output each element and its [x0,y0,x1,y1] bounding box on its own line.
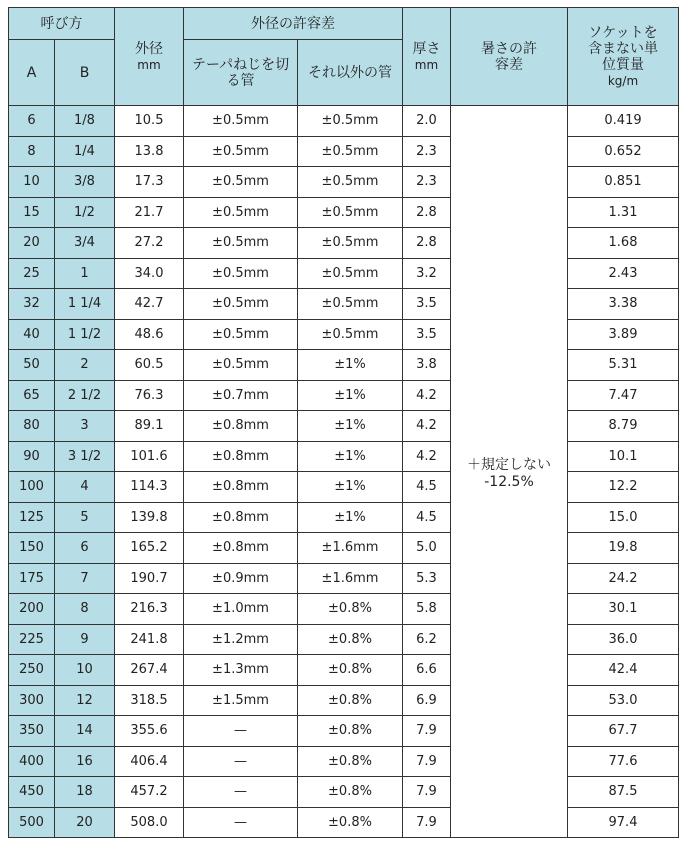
cell-other-tolerance: ±1.6mm [298,563,403,594]
cell-taper-tolerance: ±0.5mm [184,197,298,228]
cell-mass: 7.47 [568,380,679,411]
cell-outer-diameter: 355.6 [115,716,184,747]
cell-thickness: 2.3 [403,167,451,198]
header-thickness-tolerance [451,8,568,106]
table-row [9,289,679,320]
cell-thickness: 4.2 [403,411,451,442]
cell-outer-diameter: 267.4 [115,655,184,686]
header-thickness-tolerance-label: 暑さの許容差 [481,40,537,73]
table-row [9,472,679,503]
cell-b: 1/4 [55,136,115,167]
cell-taper-tolerance: ±0.8mm [184,441,298,472]
cell-taper-tolerance: ±0.5mm [184,228,298,259]
cell-outer-diameter: 318.5 [115,685,184,716]
cell-mass: 30.1 [568,594,679,625]
cell-b: 3 [55,411,115,442]
table-row [9,380,679,411]
cell-other-tolerance: ±0.8% [298,746,403,777]
table-row [9,319,679,350]
cell-b: 4 [55,472,115,503]
cell-mass: 42.4 [568,655,679,686]
table-row [9,533,679,564]
table-row [9,411,679,442]
cell-a: 250 [9,655,55,686]
cell-thickness: 2.3 [403,136,451,167]
cell-a: 400 [9,746,55,777]
cell-other-tolerance: ±0.8% [298,807,403,838]
cell-a: 40 [9,319,55,350]
cell-b: 6 [55,533,115,564]
cell-b: 1 1/4 [55,289,115,320]
cell-b: 20 [55,807,115,838]
cell-taper-tolerance: ±0.5mm [184,350,298,381]
cell-outer-diameter: 34.0 [115,258,184,289]
cell-outer-diameter: 10.5 [115,106,184,137]
header-mass-unit: kg/m [607,73,639,88]
cell-other-tolerance: ±0.5mm [298,167,403,198]
header-mass-label: ソケットを含まない単位質量 [588,24,658,73]
cell-thickness: 6.2 [403,624,451,655]
cell-a: 100 [9,472,55,503]
cell-other-tolerance: ±0.5mm [298,197,403,228]
cell-other-tolerance: ±1% [298,502,403,533]
cell-outer-diameter: 89.1 [115,411,184,442]
cell-mass: 3.89 [568,319,679,350]
cell-outer-diameter: 241.8 [115,624,184,655]
cell-outer-diameter: 13.8 [115,136,184,167]
cell-thickness: 7.9 [403,746,451,777]
header-other [298,40,403,106]
cell-mass: 53.0 [568,685,679,716]
cell-taper-tolerance: ±0.9mm [184,563,298,594]
cell-other-tolerance: ±1% [298,472,403,503]
cell-mass: 10.1 [568,441,679,472]
cell-a: 10 [9,167,55,198]
cell-mass: 12.2 [568,472,679,503]
cell-mass: 36.0 [568,624,679,655]
cell-thickness: 4.5 [403,472,451,503]
cell-b: 9 [55,624,115,655]
cell-mass: 1.31 [568,197,679,228]
cell-mass: 8.79 [568,411,679,442]
cell-a: 8 [9,136,55,167]
cell-taper-tolerance: ±0.5mm [184,319,298,350]
cell-outer-diameter: 48.6 [115,319,184,350]
table-row [9,350,679,381]
header-a: A [9,40,55,106]
cell-b: 1 [55,258,115,289]
cell-b: 8 [55,594,115,625]
cell-a: 50 [9,350,55,381]
cell-other-tolerance: ±0.5mm [298,258,403,289]
cell-b: 5 [55,502,115,533]
table-row [9,136,679,167]
cell-b: 16 [55,746,115,777]
cell-taper-tolerance: ±0.5mm [184,136,298,167]
table-row [9,594,679,625]
header-taper-label: テーパねじを切る管 [191,56,290,89]
cell-other-tolerance: ±0.8% [298,624,403,655]
cell-thickness: 4.5 [403,502,451,533]
cell-taper-tolerance: — [184,746,298,777]
cell-a: 225 [9,624,55,655]
cell-taper-tolerance: ±0.8mm [184,533,298,564]
cell-thickness: 2.8 [403,228,451,259]
cell-taper-tolerance: ±0.5mm [184,167,298,198]
cell-a: 350 [9,716,55,747]
cell-a: 500 [9,807,55,838]
cell-thickness-tolerance: ＋規定しない -12.5% [451,106,568,838]
cell-a: 25 [9,258,55,289]
header-mass [568,8,679,106]
cell-other-tolerance: ±0.5mm [298,106,403,137]
header-od-unit: mm [137,57,161,72]
cell-mass: 0.851 [568,167,679,198]
cell-taper-tolerance: — [184,777,298,808]
cell-outer-diameter: 139.8 [115,502,184,533]
cell-a: 80 [9,411,55,442]
header-yobi: 呼び方 [9,8,115,40]
cell-outer-diameter: 216.3 [115,594,184,625]
cell-mass: 24.2 [568,563,679,594]
cell-taper-tolerance: — [184,716,298,747]
cell-other-tolerance: ±1% [298,380,403,411]
cell-taper-tolerance: — [184,807,298,838]
cell-a: 300 [9,685,55,716]
cell-outer-diameter: 60.5 [115,350,184,381]
cell-b: 1/8 [55,106,115,137]
cell-a: 90 [9,441,55,472]
cell-taper-tolerance: ±1.5mm [184,685,298,716]
cell-b: 1/2 [55,197,115,228]
cell-b: 10 [55,655,115,686]
cell-taper-tolerance: ±0.7mm [184,380,298,411]
pipe-spec-table [8,7,679,838]
cell-a: 175 [9,563,55,594]
cell-outer-diameter: 76.3 [115,380,184,411]
table-row [9,258,679,289]
cell-mass: 87.5 [568,777,679,808]
cell-other-tolerance: ±1% [298,441,403,472]
cell-thickness: 3.5 [403,289,451,320]
header-b: B [55,40,115,106]
cell-a: 15 [9,197,55,228]
cell-a: 125 [9,502,55,533]
cell-outer-diameter: 114.3 [115,472,184,503]
cell-b: 12 [55,685,115,716]
cell-thickness: 6.9 [403,685,451,716]
cell-other-tolerance: ±0.8% [298,777,403,808]
cell-mass: 3.38 [568,289,679,320]
cell-thickness: 2.0 [403,106,451,137]
cell-thickness: 6.6 [403,655,451,686]
table-row [9,197,679,228]
cell-a: 65 [9,380,55,411]
cell-mass: 19.8 [568,533,679,564]
cell-outer-diameter: 508.0 [115,807,184,838]
cell-thickness: 7.9 [403,777,451,808]
cell-thickness: 4.2 [403,380,451,411]
cell-other-tolerance: ±0.5mm [298,289,403,320]
table-row [9,167,679,198]
cell-outer-diameter: 190.7 [115,563,184,594]
cell-thickness: 3.5 [403,319,451,350]
cell-thickness: 5.3 [403,563,451,594]
table-row [9,716,679,747]
cell-taper-tolerance: ±0.8mm [184,411,298,442]
table-row [9,746,679,777]
header-od-label: 外径 [135,40,163,57]
table-row [9,777,679,808]
cell-thickness: 4.2 [403,441,451,472]
header-other-label: それ以外の管 [308,64,392,81]
table-body [9,106,679,838]
cell-thickness: 7.9 [403,716,451,747]
cell-b: 3/4 [55,228,115,259]
cell-b: 14 [55,716,115,747]
cell-outer-diameter: 165.2 [115,533,184,564]
cell-b: 18 [55,777,115,808]
table-row [9,502,679,533]
cell-taper-tolerance: ±0.5mm [184,289,298,320]
cell-a: 150 [9,533,55,564]
cell-mass: 0.652 [568,136,679,167]
cell-mass: 5.31 [568,350,679,381]
cell-taper-tolerance: ±1.3mm [184,655,298,686]
cell-outer-diameter: 21.7 [115,197,184,228]
cell-mass: 1.68 [568,228,679,259]
cell-taper-tolerance: ±1.0mm [184,594,298,625]
cell-other-tolerance: ±1.6mm [298,533,403,564]
cell-outer-diameter: 17.3 [115,167,184,198]
cell-other-tolerance: ±0.5mm [298,319,403,350]
cell-thickness: 2.8 [403,197,451,228]
cell-other-tolerance: ±0.8% [298,685,403,716]
cell-outer-diameter: 457.2 [115,777,184,808]
cell-taper-tolerance: ±0.5mm [184,258,298,289]
cell-taper-tolerance: ±0.5mm [184,106,298,137]
cell-thickness: 7.9 [403,807,451,838]
cell-a: 32 [9,289,55,320]
table-row [9,441,679,472]
cell-taper-tolerance: ±1.2mm [184,624,298,655]
cell-b: 7 [55,563,115,594]
cell-mass: 97.4 [568,807,679,838]
table-row [9,106,679,137]
table-row [9,563,679,594]
cell-b: 1 1/2 [55,319,115,350]
table-row [9,685,679,716]
cell-taper-tolerance: ±0.8mm [184,472,298,503]
cell-a: 200 [9,594,55,625]
cell-b: 2 1/2 [55,380,115,411]
cell-b: 3 1/2 [55,441,115,472]
cell-other-tolerance: ±0.5mm [298,136,403,167]
cell-taper-tolerance: ±0.8mm [184,502,298,533]
cell-other-tolerance: ±0.5mm [298,228,403,259]
cell-a: 20 [9,228,55,259]
cell-b: 2 [55,350,115,381]
header-thickness-label: 厚さ [412,40,441,57]
cell-thickness: 3.2 [403,258,451,289]
header-thickness [403,8,451,106]
cell-other-tolerance: ±0.8% [298,716,403,747]
table-row [9,807,679,838]
cell-mass: 0.419 [568,106,679,137]
cell-outer-diameter: 406.4 [115,746,184,777]
header-taper [184,40,298,106]
cell-outer-diameter: 27.2 [115,228,184,259]
cell-other-tolerance: ±1% [298,350,403,381]
header-outer-diameter [115,8,184,106]
cell-b: 3/8 [55,167,115,198]
table-row [9,624,679,655]
cell-mass: 67.7 [568,716,679,747]
cell-a: 450 [9,777,55,808]
cell-outer-diameter: 101.6 [115,441,184,472]
cell-mass: 15.0 [568,502,679,533]
table-row [9,655,679,686]
cell-mass: 77.6 [568,746,679,777]
cell-a: 6 [9,106,55,137]
cell-thickness: 5.8 [403,594,451,625]
cell-outer-diameter: 42.7 [115,289,184,320]
cell-thickness: 3.8 [403,350,451,381]
cell-other-tolerance: ±1% [298,411,403,442]
cell-other-tolerance: ±0.8% [298,655,403,686]
header-thickness-unit: mm [414,57,439,72]
header-od-tolerance: 外径の許容差 [184,8,403,40]
cell-thickness: 5.0 [403,533,451,564]
table-row [9,228,679,259]
cell-mass: 2.43 [568,258,679,289]
cell-other-tolerance: ±0.8% [298,594,403,625]
